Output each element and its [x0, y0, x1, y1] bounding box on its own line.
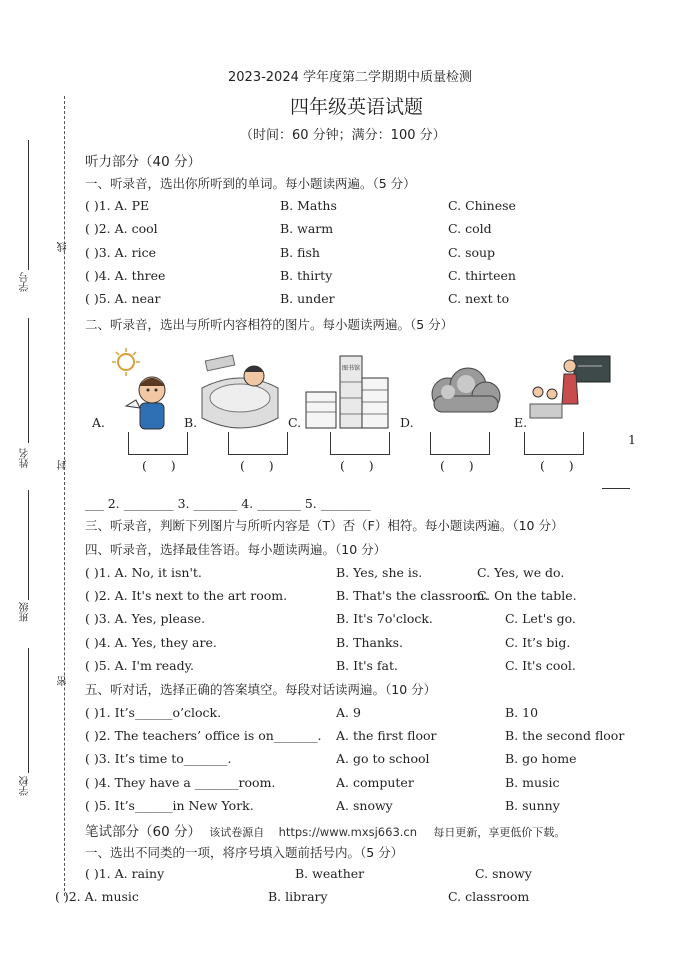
option-c: C. classroom [448, 889, 530, 904]
option-a: A. snowy [336, 798, 393, 813]
seal-char-secret: 密 [58, 676, 69, 686]
option-b: B. That's the classroom. [336, 588, 489, 603]
hot-sun-picture-icon [104, 348, 194, 436]
option-b: B. music [505, 775, 560, 790]
option-b: B. Maths [280, 198, 337, 213]
listening-part-title: 听力部分（40 分） [85, 154, 201, 170]
question-text: ( )5. A. I'm ready. [85, 658, 195, 673]
classroom-picture-icon [522, 348, 614, 436]
option-b: B. thirty [280, 268, 333, 283]
page-title: 四年级英语试题 [290, 96, 424, 118]
cloudy-picture-icon [418, 348, 508, 436]
answer-paren: ( ) [142, 458, 176, 473]
option-b: B. It's fat. [336, 658, 398, 673]
option-c: C. next to [448, 291, 510, 306]
name-line [28, 318, 29, 443]
exam-subtitle: （时间：60 分钟；满分：100 分） [240, 128, 446, 143]
school-label: 学校 [20, 776, 31, 796]
picture-label-d: D. [400, 415, 414, 430]
picture-label-a: A. [92, 415, 106, 430]
option-a: A. 9 [336, 705, 361, 720]
question-text: ( )3. It’s time to_______. [85, 751, 232, 766]
option-b: B. go home [505, 751, 577, 766]
question-text: ( )4. A. three [85, 268, 166, 283]
name-label: 姓名 [20, 448, 31, 468]
option-c: C. Yes, we do. [477, 565, 565, 580]
library-sign: 图书馆 [341, 365, 361, 372]
question-text: ( )2. A. cool [85, 221, 158, 236]
option-c: C. Chinese [448, 198, 516, 213]
option-c: C. soup [448, 245, 496, 260]
answer-box [128, 432, 188, 455]
option-b: B. Thanks. [336, 635, 403, 650]
source-url-link[interactable]: https://www.mxsj663.cn [278, 825, 418, 839]
sick-in-bed-picture-icon [196, 348, 286, 436]
option-a: A. the first floor [336, 728, 437, 743]
writing-part-title: 笔试部分（60 分） [85, 824, 201, 840]
question-text: ( )3. A. Yes, please. [85, 611, 206, 626]
class-line [28, 490, 29, 600]
option-b: B. Yes, she is. [336, 565, 423, 580]
question-text: ( )1. A. rainy [85, 866, 165, 881]
answer-paren: ( ) [540, 458, 574, 473]
option-a: A. computer [336, 775, 414, 790]
answer-box [330, 432, 390, 455]
seal-char-line: 线 [58, 242, 69, 252]
writing-section-1-title: 一、选出不同类的一项，将序号填入题前括号内。（5 分） [85, 845, 404, 860]
page-mark-line [602, 488, 630, 489]
answer-box [430, 432, 490, 455]
update-note: 每日更新，享更低价下载。 [433, 826, 566, 839]
question-text: ( )1. A. No, it isn't. [85, 565, 202, 580]
class-label: 班级 [20, 602, 31, 622]
option-c: C. snowy [475, 866, 532, 881]
picture-label-c: C. [288, 415, 302, 430]
answer-paren: ( ) [440, 458, 474, 473]
section-4-title: 四、听录音，选择最佳答语。每小题读两遍。（10 分） [85, 542, 387, 557]
option-c: C. It’s big. [505, 635, 571, 650]
question-text: ( )5. A. near [85, 291, 161, 306]
option-c: C. thirteen [448, 268, 516, 283]
question-text: ( )3. A. rice [85, 245, 156, 260]
picture-label-b: B. [184, 415, 198, 430]
option-c: C. Let's go. [505, 611, 576, 626]
question-text: ( )2. A. music [55, 889, 139, 904]
binding-dashed-line [64, 96, 65, 896]
seal-char-seal: 封 [58, 460, 69, 470]
option-c: C. On the table. [477, 588, 577, 603]
option-b: B. 10 [505, 705, 539, 720]
question-text: ( )1. A. PE [85, 198, 150, 213]
answer-paren: ( ) [240, 458, 274, 473]
source-note: 该试卷源自 [209, 826, 265, 839]
option-b: B. under [280, 291, 335, 306]
option-b: B. It's 7o'clock. [336, 611, 433, 626]
option-c: C. It's cool. [505, 658, 576, 673]
picture-answer-line: ___ 2. ________ 3. _______ 4. _______ 5. ________ [85, 496, 371, 511]
question-text: ( )5. It’s______in New York. [85, 798, 254, 813]
option-b: B. the second floor [505, 728, 625, 743]
option-a: A. go to school [336, 751, 430, 766]
picture-label-e: E. [514, 415, 528, 430]
option-b: B. sunny [505, 798, 560, 813]
answer-box [228, 432, 288, 455]
question-text: ( )4. A. Yes, they are. [85, 635, 217, 650]
section-5-title: 五、听对话，选择正确的答案填空。每段对话读两遍。（10 分） [85, 682, 437, 697]
section-3-title: 三、听录音，判断下列图片与所听内容是（T）否（F）相符。每小题读两遍。（10 分） [85, 518, 564, 533]
option-b: B. warm [280, 221, 334, 236]
section-2-title: 二、听录音，选出与所听内容相符的图片。每小题读两遍。（5 分） [85, 317, 454, 332]
option-b: B. fish [280, 245, 320, 260]
option-b: B. weather [295, 866, 365, 881]
question-text: ( )2. The teachers’ office is on_______. [85, 728, 322, 743]
answer-box [524, 432, 584, 455]
answer-paren: ( ) [340, 458, 374, 473]
school-line [28, 648, 29, 773]
school-year-heading: 2023-2024 学年度第二学期期中质量检测 [228, 70, 472, 85]
question-text: ( )4. They have a _______room. [85, 775, 276, 790]
section-1-title: 一、听录音，选出你所听到的单词。每小题读两遍。（5 分） [85, 176, 416, 191]
library-building-picture-icon [300, 348, 392, 436]
page-mark: 1 [628, 432, 636, 447]
question-text: ( )1. It’s______o’clock. [85, 705, 222, 720]
option-c: C. cold [448, 221, 492, 236]
question-text: ( )2. A. It's next to the art room. [85, 588, 288, 603]
student-id-label: 学号 [20, 272, 31, 292]
option-b: B. library [268, 889, 328, 904]
student-id-line [28, 140, 29, 270]
